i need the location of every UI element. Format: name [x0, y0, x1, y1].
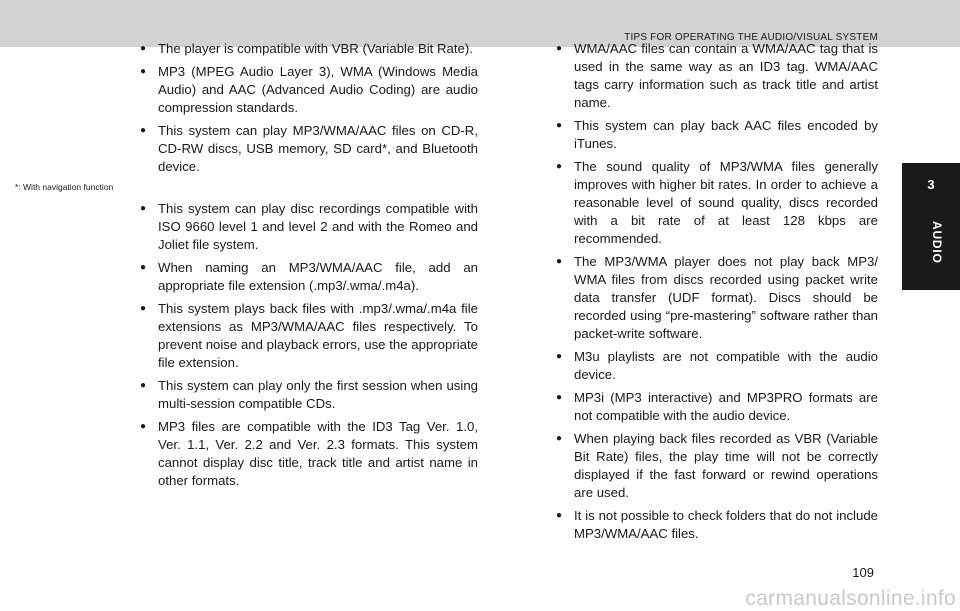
bullet-item: ● The player is compatible with VBR (Variable Bit Rate).: [131, 40, 478, 58]
bullet-item: ● MP3 files are compatible with the ID3 Tag Ver. 1.0, Ver. 1.1, Ver. 2.2 and Ver. 2.3 formats. This system cannot display disc title, track title and artist name in other formats.: [131, 418, 478, 490]
page-header-title: TIPS FOR OPERATING THE AUDIO/VISUAL SYSTEM: [624, 32, 878, 43]
bullet-item: ● M3u playlists are not compatible with the audio device.: [547, 348, 878, 384]
bullet-item: ● MP3 (MPEG Audio Layer 3), WMA (Windows Media Audio) and AAC (Advanced Audio Coding) are audio compression standards.: [131, 63, 478, 117]
chapter-tab: [902, 163, 960, 290]
bullet-item: ● The MP3/WMA player does not play back MP3/ WMA files from discs recorded using packet write data transfer (UDF format). Discs should be recorded using “pre-mastering” software rather than packet-write software.: [547, 253, 878, 343]
page-number: 109: [852, 565, 874, 580]
bullet-item: ● WMA/AAC files can contain a WMA/AAC tag that is used in the same way as an ID3 tag. WMA/AAC tags carry information such as track title and artist name.: [547, 40, 878, 112]
right-column: [547, 40, 878, 548]
chapter-number: 3: [927, 177, 935, 192]
bullet-item: ● This system can play back AAC files encoded by iTunes.: [547, 117, 878, 153]
bullet-item: ● When playing back files recorded as VBR (Variable Bit Rate) files, the play time will not be correctly displayed if the fast forward or rewind operations are used.: [547, 430, 878, 502]
bullet-item: ● This system can play only the first session when using multi-session compatible CDs.: [131, 377, 478, 413]
watermark: carmanualsonline.info: [745, 587, 956, 610]
bullet-item: ● MP3i (MP3 interactive) and MP3PRO formats are not compatible with the audio device.: [547, 389, 878, 425]
bullet-item: ● When naming an MP3/WMA/AAC file, add an appropriate file extension (.mp3/.wma/.m4a).: [131, 259, 478, 295]
bullet-item: ● The sound quality of MP3/WMA files generally improves with higher bit rates. In order to achieve a reasonable level of sound quality, discs recorded with a bit rate of at least 128 kbps are recommended.: [547, 158, 878, 248]
footnote: *: With navigation function: [15, 182, 114, 192]
bullet-item: ● This system plays back files with .mp3/.wma/.m4a file extensions as MP3/WMA/AAC files respectively. To prevent noise and playback errors, use the appropriate file extension.: [131, 300, 478, 372]
chapter-label: AUDIO: [930, 220, 944, 264]
bullet-item: ● This system can play MP3/WMA/AAC files on CD-R, CD-RW discs, USB memory, SD card*, and Bluetooth device.: [131, 122, 478, 176]
bullet-item: ● It is not possible to check folders that do not include MP3/WMA/AAC files.: [547, 507, 878, 543]
bullet-item: ● This system can play disc recordings compatible with ISO 9660 level 1 and level 2 and with the Romeo and Joliet file system.: [131, 200, 478, 254]
left-column: [15, 40, 478, 495]
